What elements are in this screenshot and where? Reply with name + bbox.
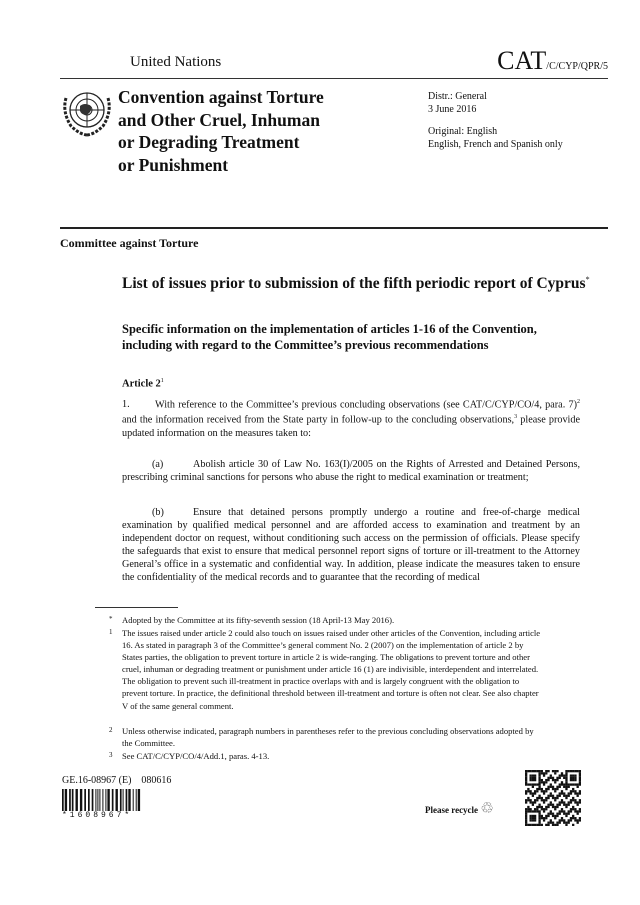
footnote-text: The issues raised under article 2 could also touch on issues raised under other articles of the Convention, including article 16. As stated in paragraph 3 of the Committee’s general comment No. 2 (2007) on the implementation of article 2 by States parties, the obligation to prevent torture in article 2 is wide-ranging. The obligations to prevent torture and other cruel, inhuman or degrading treatment or punishment under article 16 (1) are indivisible, interdependent and interrelated. The obligation to prevent such ill-treatment in practice overlaps with and is largely congruent with the obligation to prevent torture. In practice, the definitional threshold between ill-treatment and torture is often not clear. See also chapter V of the same general comment. <box>122 628 541 711</box>
item-text: Ensure that detained persons promptly undergo a routine and free-of-charge medical examination by qualified medical personnel and are afforded access to examination and treatment by an independent doctor on request, without conditioning such access on the permission of officials. Please specify the safeguards that exist to ensure that medical personnel report signs of torture or ill-treatment to the Attorney General’s office in a systematic and confidential way. In addition, please indicate the measures taken to ensure the confidentiality of the medical records and to guarantee that the recording of medical <box>122 507 580 583</box>
org-name: United Nations <box>130 54 222 70</box>
barcode-icon <box>62 789 142 811</box>
footnote-ref[interactable]: 1 <box>160 378 164 384</box>
job-number: GE.16-08967 (E) 080616 <box>62 775 172 786</box>
footnote <box>109 750 542 762</box>
recycle-icon: ♲ <box>480 801 494 817</box>
subheading: Specific information on the implementation of articles 1-16 of the Convention, including with regard to the Committee’s previous recommendations <box>122 322 537 352</box>
article-heading <box>122 378 164 390</box>
qr-code-icon <box>525 770 581 826</box>
para-text: please provide updated information on the measures taken to: <box>122 414 580 439</box>
title-line: Convention against Torture <box>118 87 324 107</box>
footnote-ref[interactable]: 3 <box>514 414 518 421</box>
original-language: Original: English <box>428 126 498 137</box>
document-heading <box>122 270 592 294</box>
footnote-mark: 3 <box>109 751 113 759</box>
recycle-text: Please recycle <box>425 805 479 815</box>
date: 3 June 2016 <box>428 103 477 115</box>
footnote-text: See CAT/C/CYP/CO/4/Add.1, paras. 4-13. <box>122 751 270 761</box>
footnote <box>109 627 542 712</box>
symbol-main: CAT <box>497 46 547 75</box>
distribution-info <box>428 91 563 151</box>
recycle-label <box>425 799 494 818</box>
para-number: 1. <box>122 399 130 411</box>
committee-name: Committee against Torture <box>60 236 199 250</box>
footnote-text: Adopted by the Committee at its fifty-seventh session (18 April-13 May 2016). <box>122 615 395 625</box>
item-a <box>122 458 580 484</box>
footnote <box>109 614 542 626</box>
title-line: or Degrading Treatment <box>118 132 300 152</box>
committee-rule <box>60 227 608 229</box>
convention-title <box>118 86 324 176</box>
document-symbol <box>497 46 608 76</box>
footnote-mark: * <box>109 615 113 623</box>
item-text: Abolish article 30 of Law No. 163(I)/2005 on the Rights of Arrested and Detained Persons, prescribing criminal sanctions for persons who abuse the right to medical examination or treatment; <box>122 459 580 483</box>
paragraph-1 <box>122 396 580 440</box>
footnote-ref[interactable]: 2 <box>577 399 580 405</box>
heading-text: List of issues prior to submission of the fifth periodic report of Cyprus <box>122 275 586 293</box>
item-label: (b) <box>152 507 164 518</box>
title-line: or Punishment <box>118 154 229 175</box>
footnote-mark: 2 <box>109 726 113 734</box>
barcode-text: *1608967* <box>62 811 133 820</box>
header-rule <box>60 78 608 79</box>
title-line: and Other Cruel, Inhuman <box>118 109 320 130</box>
languages: English, French and Spanish only <box>428 138 563 150</box>
symbol-rest: /C/CYP/QPR/5 <box>546 61 608 72</box>
footnote-ref[interactable]: * <box>585 275 590 284</box>
footnote <box>109 725 542 749</box>
item-label: (a) <box>152 459 164 470</box>
footnote-rule <box>95 607 178 608</box>
footnote-text: Unless otherwise indicated, paragraph numbers in parentheses refer to the previous concluding observations adopted by the Committee. <box>122 726 534 749</box>
article-text: Article 2 <box>122 378 161 390</box>
un-emblem-icon <box>60 84 114 138</box>
para-text: and the information received from the State party in follow-up to the concluding observations, <box>122 414 515 426</box>
footnote-mark: 1 <box>109 628 113 636</box>
distr: Distr.: General <box>428 91 487 102</box>
para-text: With reference to the Committee’s previous concluding observations (see CAT/C/CYP/CO/4, para. 7) <box>155 399 577 411</box>
item-b <box>122 506 580 584</box>
